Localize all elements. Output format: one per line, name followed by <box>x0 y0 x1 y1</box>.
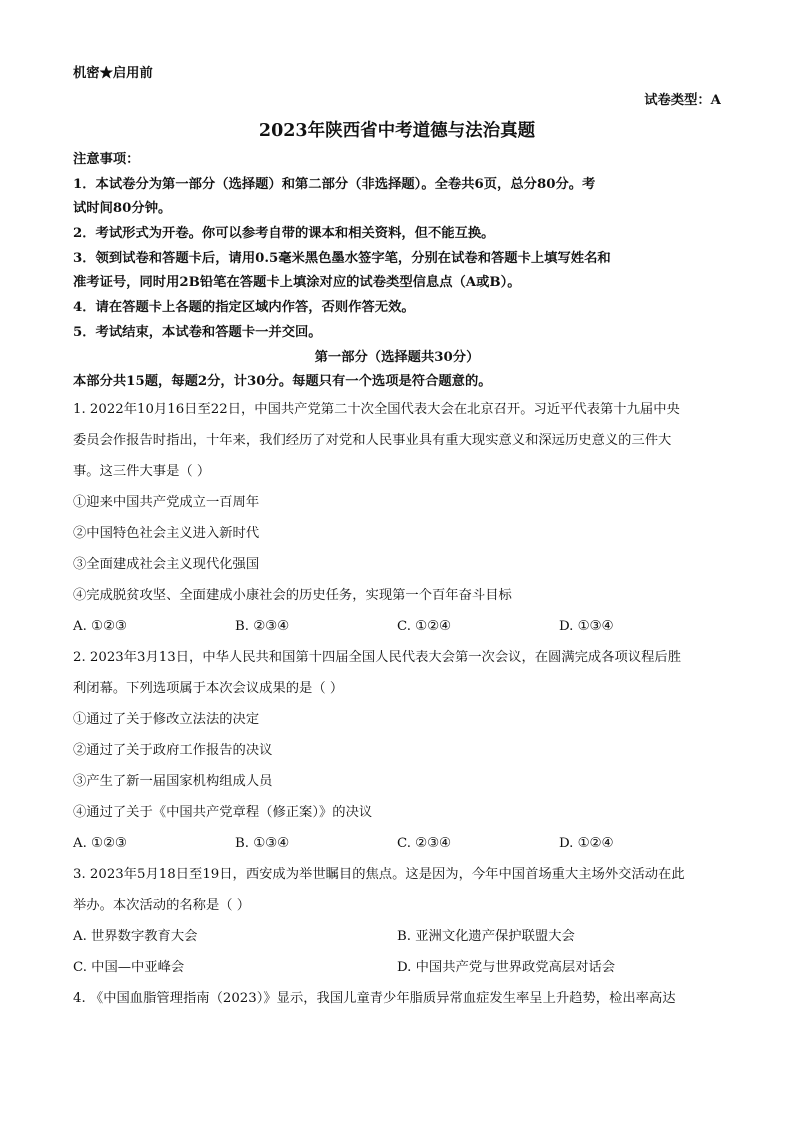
question-4 <box>73 983 721 1014</box>
section-instruction: 本部分共15题，每题2分，计30分。每题只有一个选项是符合题意的。 <box>73 373 492 389</box>
option-c: C. ①②④ <box>397 618 451 634</box>
question-text: 委员会作报告时指出，十年来，我们经历了对党和人民事业具有重大现实意义和深远历史意义的三件大 <box>73 432 672 448</box>
answer-options <box>73 828 721 859</box>
statement-item: ②中国特色社会主义进入新时代 <box>73 525 260 541</box>
section-title: 第一部分（选择题共30分） <box>314 349 480 365</box>
option-a: A. 世界数字教育大会 <box>73 928 198 944</box>
question-text: 2. 2023年3月13日，中华人民共和国第十四届全国人民代表大会第一次会议，在圆满完成各项议程后胜 <box>73 649 682 665</box>
statement-item: ④完成脱贫攻坚、全面建成小康社会的历史任务，实现第一个百年奋斗目标 <box>73 587 512 603</box>
question-2 <box>73 642 721 859</box>
notes-line: 5．考试结束，本试卷和答题卡一并交回。 <box>73 324 322 340</box>
question-3 <box>73 859 721 983</box>
question-text: 4. 《中国血脂管理指南（2023）》显示，我国儿童青少年脂质异常血症发生率呈上升趋势，检出率高达 <box>73 990 676 1006</box>
notes-line: 准考证号，同时用2B铅笔在答题卡上填涂对应的试卷类型信息点（A或B）。 <box>73 275 521 291</box>
question-1 <box>73 394 721 642</box>
option-a: A. ①②③ <box>73 618 127 634</box>
question-text: 利闭幕。下列选项属于本次会议成果的是（ ） <box>73 680 344 696</box>
exam-page <box>73 60 721 1014</box>
option-c: C. ②③④ <box>397 835 451 851</box>
question-text: 事。这三件大事是（ ） <box>73 463 211 479</box>
option-d: D. ①②④ <box>559 835 614 851</box>
option-c: C. 中国—中亚峰会 <box>73 959 185 975</box>
statement-item: ②通过了关于政府工作报告的决议 <box>73 742 273 758</box>
notes-line: 2．考试形式为开卷。你可以参考自带的课本和相关资料，但不能互换。 <box>73 226 495 242</box>
statement-item: ④通过了关于《中国共产党章程（修正案）》的决议 <box>73 804 373 820</box>
option-d: D. 中国共产党与世界政党高层对话会 <box>397 959 616 975</box>
answer-options <box>73 921 721 952</box>
option-d: D. ①③④ <box>559 618 614 634</box>
confidential-label: 机密★启用前 <box>73 66 153 81</box>
option-b: B. ②③④ <box>235 618 289 634</box>
question-text: 1. 2022年10月16日至22日，中国共产党第二十次全国代表大会在北京召开。习近平代表第十九届中央 <box>73 401 680 417</box>
statement-item: ③产生了新一届国家机构组成人员 <box>73 773 273 789</box>
statement-item: ①迎来中国共产党成立一百周年 <box>73 494 260 510</box>
notes-line: 1．本试卷分为第一部分（选择题）和第二部分（非选择题）。全卷共6页，总分80分。考 <box>73 176 596 192</box>
statement-item: ③全面建成社会主义现代化强国 <box>73 556 260 572</box>
option-b: B. 亚洲文化遗产保护联盟大会 <box>397 928 575 944</box>
exam-title: 2023年陕西省中考道德与法治真题 <box>258 121 536 141</box>
paper-type-label: 试卷类型：A <box>644 93 721 108</box>
option-b: B. ①③④ <box>235 835 289 851</box>
notes-heading: 注意事项： <box>73 152 140 167</box>
notes-line: 试时间80分钟。 <box>73 201 172 217</box>
answer-options <box>73 611 721 642</box>
answer-options <box>73 952 721 983</box>
question-text: 举办。本次活动的名称是（ ） <box>73 897 251 913</box>
option-a: A. ①②③ <box>73 835 127 851</box>
statement-item: ①通过了关于修改立法法的决定 <box>73 711 260 727</box>
notes-line: 3．领到试卷和答题卡后，请用0.5毫米黑色墨水签字笔，分别在试卷和答题卡上填写姓名和 <box>73 250 611 266</box>
notes-line: 4．请在答题卡上各题的指定区域内作答，否则作答无效。 <box>73 300 415 316</box>
notes-block <box>73 148 721 346</box>
question-text: 3. 2023年5月18日至19日，西安成为举世瞩目的焦点。这是因为，今年中国首场重大主场外交活动在此 <box>73 866 685 882</box>
